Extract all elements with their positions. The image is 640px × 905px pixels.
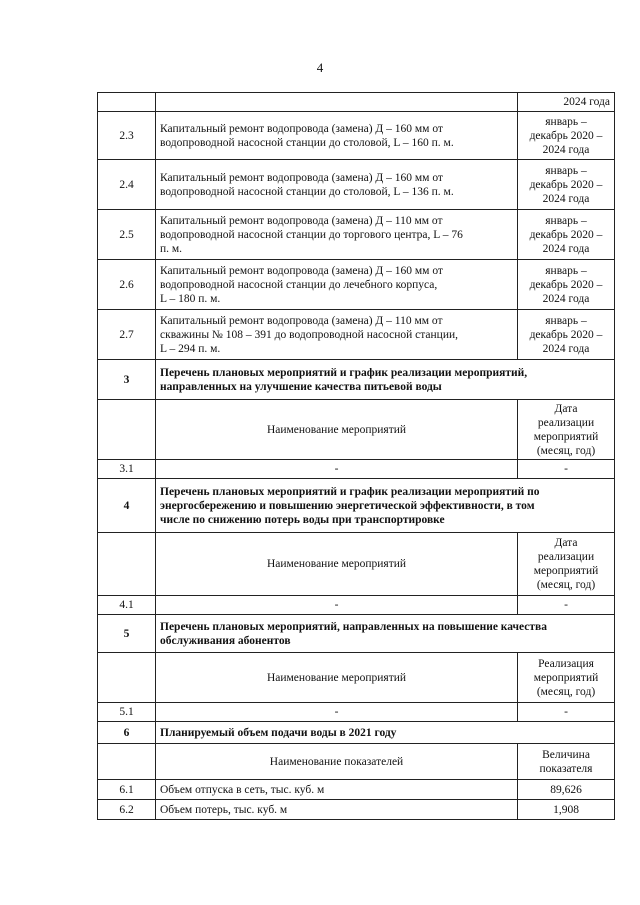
text-line: Перечень плановых мероприятий и график реализации мероприятий по [160, 485, 540, 498]
text-line: числе по снижению потерь воды при транспортировке [160, 513, 445, 526]
text-line: январь – [545, 314, 587, 327]
section-row [98, 479, 615, 533]
row-number [98, 744, 156, 780]
section-title [156, 360, 615, 400]
row-number: 3 [98, 360, 156, 400]
text-line: 89,626 [550, 783, 582, 796]
text-line: водопроводной насосной станции до лечебного корпуса, [160, 278, 438, 291]
text-line: Капитальный ремонт водопровода (замена) Д – 110 мм от [160, 214, 443, 227]
measures-table [97, 92, 615, 820]
text-line: январь – [545, 164, 587, 177]
text-line: 2024 года [542, 292, 590, 305]
text-line: - [334, 463, 339, 475]
table-row [98, 780, 615, 800]
text-line: Капитальный ремонт водопровода (замена) Д – 160 мм от [160, 122, 443, 135]
item-name [156, 460, 518, 479]
table-row [98, 210, 615, 260]
row-number: 5.1 [98, 703, 156, 722]
text-line: декабрь 2020 – [529, 228, 603, 241]
text-line: направленных на улучшение качества питьевой воды [160, 380, 442, 393]
section-title [156, 722, 615, 744]
text-line: реализации [537, 551, 595, 563]
text-line: - [564, 463, 568, 475]
column-header-name [156, 744, 518, 780]
text-line: Реализация [538, 657, 594, 670]
item-date [518, 310, 615, 360]
text-line: 2024 года [542, 242, 590, 255]
row-number: 4.1 [98, 596, 156, 615]
row-number: 6.1 [98, 780, 156, 800]
text-line: Перечень плановых мероприятий, направленных на повышение качества [160, 620, 547, 633]
item-date [518, 703, 615, 722]
row-number: 4 [98, 479, 156, 533]
column-header-date [518, 653, 615, 703]
text-line: Капитальный ремонт водопровода (замена) Д – 160 мм от [160, 264, 443, 277]
text-line: обслуживания абонентов [160, 634, 291, 647]
item-name [156, 780, 518, 800]
text-line: декабрь 2020 – [529, 278, 603, 291]
text-line: (месяц, год) [536, 685, 596, 698]
section-row [98, 360, 615, 400]
table-row [98, 112, 615, 160]
row-number: 2.6 [98, 260, 156, 310]
item-name [156, 93, 518, 112]
row-number [98, 93, 156, 112]
text-line: энергосбережению и повышению энергетической эффективности, в том [160, 499, 535, 512]
item-date [518, 160, 615, 210]
page-number: 4 [316, 60, 324, 75]
text-line: январь – [545, 115, 587, 128]
text-line: декабрь 2020 – [529, 328, 603, 341]
text-line: водопроводной насосной станции до столовой, L – 136 п. м. [160, 185, 454, 198]
table-row [98, 460, 615, 479]
row-number [98, 533, 156, 596]
column-header-row [98, 533, 615, 596]
table-row [98, 310, 615, 360]
item-name [156, 160, 518, 210]
text-line: L – 180 п. м. [160, 292, 221, 305]
text-line: Наименование мероприятий [266, 558, 407, 570]
text-line: - [564, 706, 568, 718]
text-line: январь – [545, 214, 587, 227]
column-header-row [98, 400, 615, 460]
text-line: Дата [554, 402, 578, 415]
text-line: Капитальный ремонт водопровода (замена) Д – 160 мм от [160, 171, 443, 184]
column-header-name [156, 400, 518, 460]
text-line: 2024 года [563, 96, 610, 108]
row-number: 3.1 [98, 460, 156, 479]
row-number: 2.7 [98, 310, 156, 360]
text-line: Величина [542, 748, 590, 761]
text-line: скважины № 108 – 391 до водопроводной насосной станции, [160, 328, 459, 341]
table-row [98, 596, 615, 615]
text-line: мероприятий [533, 565, 599, 577]
table-body [98, 93, 615, 820]
item-date [518, 596, 615, 615]
column-header-date [518, 744, 615, 780]
text-line: водопроводной насосной станции до столовой, L – 160 п. м. [160, 136, 454, 149]
text-line: - [334, 599, 339, 611]
item-date [518, 780, 615, 800]
text-line: показателя [539, 762, 593, 775]
item-name [156, 260, 518, 310]
column-header-row [98, 653, 615, 703]
item-name [156, 112, 518, 160]
text-line: 2024 года [542, 143, 590, 156]
row-number: 2.4 [98, 160, 156, 210]
text-line: п. м. [160, 242, 183, 255]
row-number: 2.3 [98, 112, 156, 160]
text-line: Наименование мероприятий [266, 423, 407, 436]
text-line: Планируемый объем подачи воды в 2021 году [160, 726, 397, 739]
item-date [518, 210, 615, 260]
column-header-date [518, 400, 615, 460]
column-header-row [98, 744, 615, 780]
item-date [518, 112, 615, 160]
text-line: (месяц, год) [536, 444, 596, 457]
text-line: декабрь 2020 – [529, 178, 603, 191]
text-line: Наименование показателей [269, 755, 404, 768]
column-header-name [156, 653, 518, 703]
text-line: мероприятий [533, 430, 599, 443]
text-line: реализации [537, 416, 595, 429]
text-line: Дата [554, 537, 578, 549]
table-row [98, 800, 615, 820]
text-line: L – 294 п. м. [160, 342, 221, 355]
column-header-date [518, 533, 615, 596]
row-number: 6.2 [98, 800, 156, 820]
item-name [156, 703, 518, 722]
text-line: Наименование мероприятий [266, 671, 407, 684]
text-line: 2024 года [542, 342, 590, 355]
text-line: 2024 года [542, 192, 590, 205]
section-row [98, 722, 615, 744]
section-title [156, 479, 615, 533]
text-line: 1,908 [553, 803, 579, 816]
section-title [156, 615, 615, 653]
row-number [98, 653, 156, 703]
table-row [98, 703, 615, 722]
text-line: - [334, 706, 339, 718]
table-row [98, 160, 615, 210]
item-date [518, 260, 615, 310]
item-name [156, 800, 518, 820]
item-date [518, 93, 615, 112]
text-line: мероприятий [533, 671, 599, 684]
item-name [156, 310, 518, 360]
text-line: - [564, 599, 568, 611]
text-line: Капитальный ремонт водопровода (замена) Д – 110 мм от [160, 314, 443, 327]
row-number: 2.5 [98, 210, 156, 260]
item-date [518, 800, 615, 820]
row-number [98, 400, 156, 460]
text-line: декабрь 2020 – [529, 129, 603, 142]
table-row [98, 93, 615, 112]
row-number: 6 [98, 722, 156, 744]
table-row [98, 260, 615, 310]
item-name [156, 596, 518, 615]
item-name [156, 210, 518, 260]
text-line: водопроводной насосной станции до торгового центра, L – 76 [160, 228, 463, 241]
text-line: Объем потерь, тыс. куб. м [160, 803, 288, 816]
item-date [518, 460, 615, 479]
text-line: январь – [545, 264, 587, 277]
column-header-name [156, 533, 518, 596]
text-line: (месяц, год) [536, 579, 596, 591]
row-number: 5 [98, 615, 156, 653]
text-line: Объем отпуска в сеть, тыс. куб. м [160, 783, 325, 796]
section-row [98, 615, 615, 653]
text-line: Перечень плановых мероприятий и график реализации мероприятий, [160, 366, 528, 379]
